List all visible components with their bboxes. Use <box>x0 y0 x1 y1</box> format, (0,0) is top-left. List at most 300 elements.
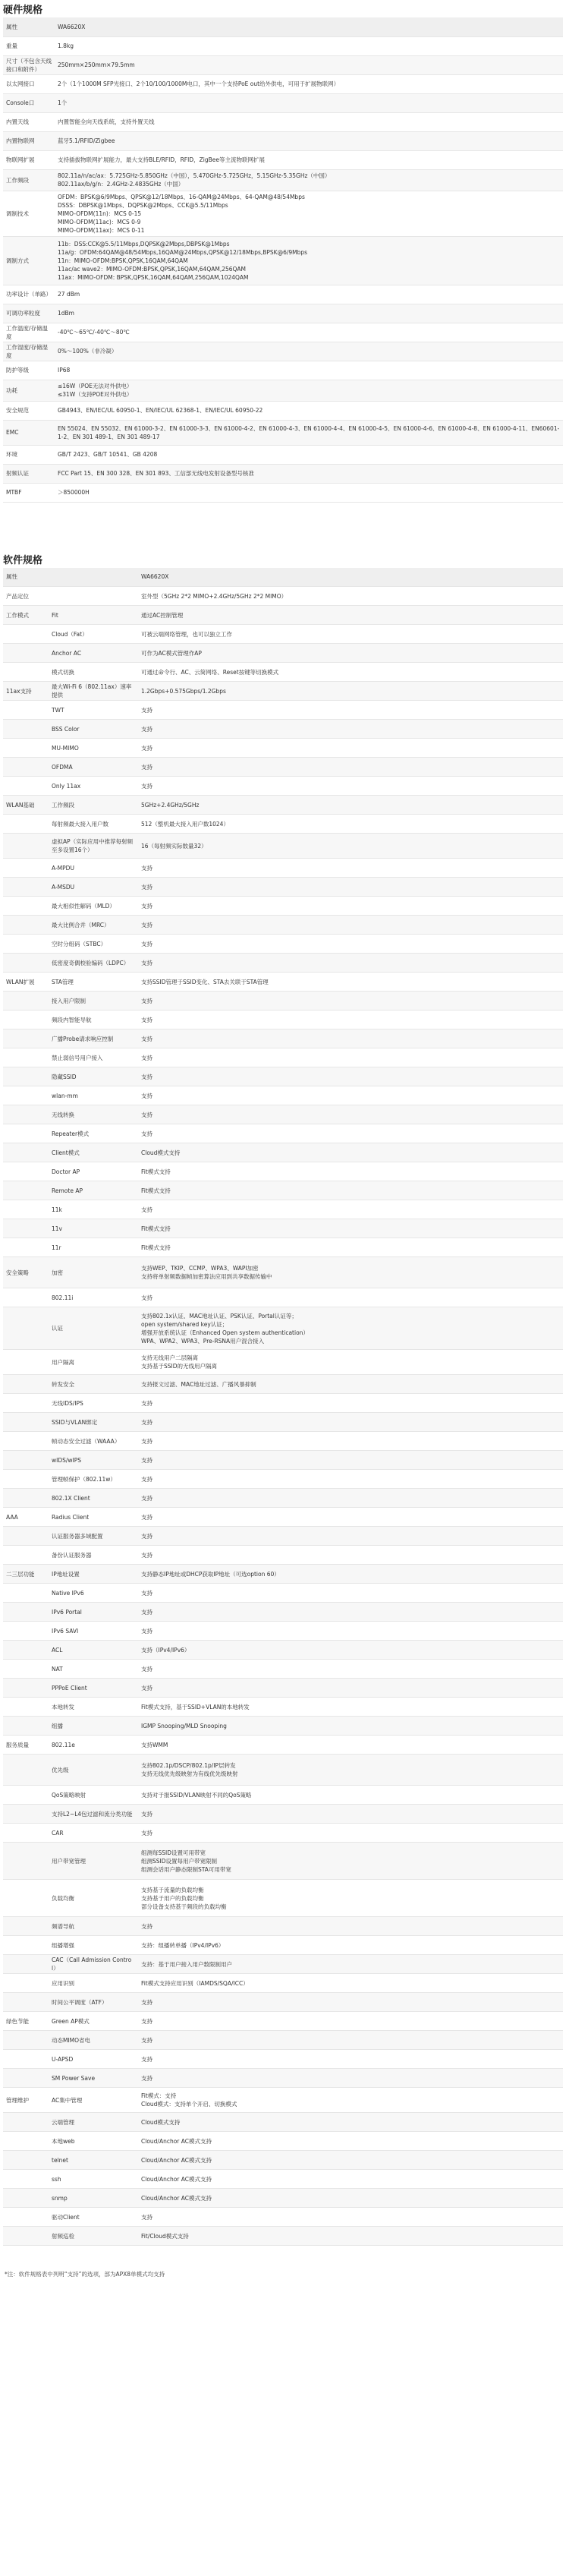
spec-category <box>3 1698 49 1717</box>
spec-category <box>3 1955 49 1974</box>
spec-feature: 最大Wi-Fi 6（802.11ax）速率提供 <box>49 682 138 701</box>
spec-feature: BSS Color <box>49 720 138 739</box>
spec-value-line: 支持 <box>141 763 152 771</box>
spec-value-line: 支持报文过滤、MAC地址过滤、广播风暴抑制 <box>141 1380 256 1388</box>
spec-feature: wlan-mm <box>49 1086 138 1105</box>
spec-category: WLAN扩展 <box>3 973 49 992</box>
spec-value-line: Fit模式支持应用识别（IAMDS/SQA/ICC） <box>141 1979 249 1987</box>
spec-category <box>3 1755 49 1786</box>
software-spec-row <box>3 1394 563 1413</box>
spec-value <box>138 1413 563 1432</box>
spec-value-line: 支持：组播转单播（IPv4/IPv6） <box>141 1941 225 1949</box>
spec-feature: 云端管理 <box>49 2113 138 2132</box>
spec-feature: 模式切换 <box>49 663 138 682</box>
software-spec-row <box>3 992 563 1011</box>
spec-feature: 11r <box>49 1238 138 1257</box>
hardware-spec-row <box>3 74 563 93</box>
software-spec-row <box>3 1011 563 1029</box>
spec-value <box>138 1641 563 1660</box>
software-spec-row <box>3 1048 563 1067</box>
spec-value <box>138 1162 563 1181</box>
spec-value <box>138 1288 563 1307</box>
spec-value <box>138 1086 563 1105</box>
spec-category <box>3 1067 49 1086</box>
software-spec-row <box>3 859 563 878</box>
spec-value <box>138 815 563 834</box>
spec-category <box>3 758 49 777</box>
spec-feature: 802.1X Client <box>49 1489 138 1508</box>
spec-category <box>3 1394 49 1413</box>
spec-value-line: WPA、WPA2、WPA3、Pre-RSNA用户混合接入 <box>141 1337 265 1345</box>
software-spec-row <box>3 758 563 777</box>
software-spec-row <box>3 1489 563 1508</box>
spec-feature: ACL <box>49 1641 138 1660</box>
spec-category: WLAN基础 <box>3 796 49 815</box>
software-spec-row <box>3 1974 563 1993</box>
software-spec-row <box>3 606 563 625</box>
spec-category <box>3 1993 49 2012</box>
spec-feature: 本地web <box>49 2132 138 2151</box>
spec-value-line: 5GHz+2.4GHz/5GHz <box>141 801 200 809</box>
software-spec-row <box>3 1307 563 1350</box>
hardware-spec-row <box>3 483 563 502</box>
spec-value <box>138 2132 563 2151</box>
spec-category <box>3 2132 49 2151</box>
spec-value-line: Cloud模式：支持单个开启、切换模式 <box>141 2101 237 2108</box>
spec-value <box>138 2208 563 2227</box>
software-spec-row <box>3 1698 563 1717</box>
software-spec-row <box>3 1086 563 1105</box>
spec-value <box>138 1936 563 1955</box>
spec-category <box>3 720 49 739</box>
spec-category <box>3 701 49 720</box>
spec-feature: Cloud（Fat） <box>49 625 138 644</box>
spec-value-line: 支持 <box>141 1399 152 1407</box>
spec-value-line: 内置智能全向天线系统，支持外置天线 <box>58 118 155 125</box>
software-spec-row <box>3 1786 563 1805</box>
spec-feature: 广播Probe请求响应控制 <box>49 1029 138 1048</box>
hardware-spec-row <box>3 323 563 342</box>
spec-feature: 11k <box>49 1200 138 1219</box>
spec-value-line: 1.8kg <box>58 43 74 49</box>
spec-value-line: 支持 <box>141 706 152 714</box>
hardware-spec-row <box>3 285 563 304</box>
spec-category: 绿色节能 <box>3 2012 49 2031</box>
spec-value-line: Fit模式：支持 <box>141 2092 177 2099</box>
spec-value-line: 0%～100%（非冷凝） <box>58 348 118 355</box>
spec-feature: 虚拟AP（实际应用中推荐每射频至多设置16个） <box>49 834 138 859</box>
spec-feature <box>49 568 138 587</box>
spec-category <box>3 1350 49 1375</box>
software-spec-row <box>3 2132 563 2151</box>
software-spec-row <box>3 1546 563 1565</box>
software-spec-row <box>3 739 563 758</box>
spec-feature: IPv6 SAVI <box>49 1622 138 1641</box>
spec-value <box>138 1181 563 1200</box>
spec-value-line: Fit模式支持 <box>141 1187 171 1194</box>
hardware-spec-section <box>3 0 566 503</box>
spec-value <box>138 2050 563 2069</box>
spec-category <box>3 2208 49 2227</box>
spec-value-line: EN 55024、EN 55032、EN 61000-3-2、EN 61000-3-3、EN 61000-4-2、EN 61000-4-3、EN 61000-4-4、EN 61000-4-5、EN 61000-4-6、EN 61000-4-8、EN 61000-4-11、EN60601-1-2、EN 301 489-1、EN 301 489-17 <box>58 424 560 440</box>
spec-value-line: 蓝牙5.1/RFID/Zigbee <box>58 137 115 144</box>
software-spec-section <box>3 550 566 2247</box>
spec-value-line: 支持 <box>141 1206 152 1213</box>
software-spec-row <box>3 1527 563 1546</box>
spec-category <box>3 1843 49 1880</box>
spec-value <box>55 445 563 464</box>
spec-value-line: 支持SSID管理于SSID变化、STA去关联于STA管理 <box>141 978 269 985</box>
software-spec-row <box>3 878 563 897</box>
spec-value <box>138 1584 563 1603</box>
software-spec-row <box>3 2113 563 2132</box>
hardware-spec-row <box>3 55 563 74</box>
software-spec-row <box>3 1824 563 1843</box>
hardware-spec-title: 硬件规格 <box>3 5 43 16</box>
spec-value-line: 11ac/ac wave2：MIMO-OFDM:BPSK,QPSK,16QAM,64QAM,256QAM <box>58 265 247 273</box>
spec-category <box>3 1432 49 1451</box>
spec-category <box>3 1105 49 1124</box>
spec-value-line: 支持 <box>141 1418 152 1426</box>
spec-value <box>138 701 563 720</box>
spec-value <box>138 606 563 625</box>
software-spec-row <box>3 1470 563 1489</box>
spec-value <box>55 150 563 169</box>
hardware-spec-table <box>3 17 563 503</box>
spec-category <box>3 1824 49 1843</box>
spec-category <box>3 1974 49 1993</box>
spec-feature: Radius Client <box>49 1508 138 1527</box>
spec-value <box>138 2069 563 2088</box>
software-spec-row <box>3 1917 563 1936</box>
spec-category <box>3 1470 49 1489</box>
spec-category: 二三层功能 <box>3 1565 49 1584</box>
spec-value <box>138 1805 563 1824</box>
spec-category <box>3 1162 49 1181</box>
spec-category <box>3 2031 49 2050</box>
spec-value <box>138 1736 563 1755</box>
spec-value <box>138 1029 563 1048</box>
software-spec-row <box>3 1880 563 1917</box>
software-spec-row <box>3 1238 563 1257</box>
spec-feature: 驱动Client <box>49 2208 138 2227</box>
spec-value-line: 802.11a/n/ac/ax：5.725GHz-5.850GHz（中国），5.470GHz-5.725GHz，5.15GHz-5.35GHz（中国） <box>58 172 331 179</box>
software-spec-row <box>3 1993 563 2012</box>
spec-value-line: ＞850000H <box>58 489 90 496</box>
spec-value <box>138 2170 563 2189</box>
spec-value <box>138 777 563 796</box>
hardware-spec-row <box>3 191 563 236</box>
spec-value-line: 支持 <box>141 1437 152 1445</box>
software-spec-row <box>3 1181 563 1200</box>
spec-value-line: WA6620X <box>141 573 169 581</box>
software-spec-row <box>3 587 563 606</box>
spec-value <box>138 663 563 682</box>
spec-feature: Only 11ax <box>49 777 138 796</box>
software-spec-table <box>3 568 563 2247</box>
spec-value <box>138 1955 563 1974</box>
software-spec-row <box>3 701 563 720</box>
spec-value-line: ≤31W（支持POE对外供电） <box>58 391 133 398</box>
spec-feature: SM Power Save <box>49 2069 138 2088</box>
software-spec-row <box>3 1843 563 1880</box>
software-spec-row <box>3 834 563 859</box>
spec-category <box>3 1546 49 1565</box>
spec-key: MTBF <box>3 483 55 502</box>
spec-category: 管理维护 <box>3 2088 49 2113</box>
spec-feature: IP地址设置 <box>49 1565 138 1584</box>
spec-feature: SSID与VLAN绑定 <box>49 1413 138 1432</box>
spec-category <box>3 1584 49 1603</box>
spec-category <box>3 1641 49 1660</box>
spec-feature: 每射频最大接入用户数 <box>49 815 138 834</box>
spec-value-line: 支持 <box>141 1810 152 1818</box>
spec-feature: 空时分组码（STBC） <box>49 935 138 954</box>
spec-feature: QoS策略映射 <box>49 1786 138 1805</box>
software-spec-row <box>3 1805 563 1824</box>
spec-value <box>138 1843 563 1880</box>
spec-value-line: ≤16W（POE无法对外供电） <box>58 383 133 389</box>
spec-value <box>138 1011 563 1029</box>
spec-category <box>3 954 49 973</box>
spec-feature: Fit <box>49 606 138 625</box>
spec-category <box>3 1527 49 1546</box>
software-spec-row <box>3 1105 563 1124</box>
software-spec-row <box>3 815 563 834</box>
spec-value-line: GB/T 2423、GB/T 10541、GB 4208 <box>58 451 158 458</box>
software-spec-title: 软件规格 <box>3 554 43 566</box>
spec-value-line: Cloud模式支持 <box>141 2118 181 2126</box>
spec-value-line: Cloud/Anchor AC模式支持 <box>141 2175 212 2183</box>
spec-category <box>3 1489 49 1508</box>
spec-feature: A-MSDU <box>49 878 138 897</box>
spec-value-line: 支持 <box>141 1016 152 1023</box>
spec-value <box>138 1451 563 1470</box>
spec-value <box>138 1219 563 1238</box>
hardware-spec-row <box>3 17 563 36</box>
spec-value-line: 支持 <box>141 1665 152 1673</box>
spec-value-line: 802.11ax/b/g/n：2.4GHz-2.4835GHz（中国） <box>58 181 184 188</box>
spec-key: 环境 <box>3 445 55 464</box>
spec-category <box>3 834 49 859</box>
spec-key: 内置天线 <box>3 112 55 131</box>
spec-value-line: 250mm×250mm×79.5mm <box>58 61 135 68</box>
spec-category <box>3 2227 49 2246</box>
spec-feature: 加密 <box>49 1257 138 1288</box>
spec-category <box>3 1219 49 1238</box>
spec-value <box>55 112 563 131</box>
spec-category: 产品定位 <box>3 587 49 606</box>
spec-feature: U-APSD <box>49 2050 138 2069</box>
spec-value-line: 支持802.1p/DSCP/802.1p/IP层转发 <box>141 1762 236 1769</box>
spec-category <box>3 1011 49 1029</box>
spec-value <box>138 682 563 701</box>
hardware-spec-row <box>3 131 563 150</box>
spec-value-line: 支持（IPv4/IPv6） <box>141 1646 190 1654</box>
spec-value <box>55 420 563 445</box>
software-spec-row <box>3 1200 563 1219</box>
spec-feature: Native IPv6 <box>49 1584 138 1603</box>
spec-value-line: 支持无线优先级映射为有线优先级映射 <box>141 1770 238 1777</box>
software-spec-row <box>3 954 563 973</box>
spec-value-line: 支持 <box>141 1456 152 1464</box>
spec-value-line: 支持基于用户的负载均衡 <box>141 1894 204 1902</box>
spec-value-line: OFDM：BPSK@6/9Mbps、QPSK@12/18Mbps、16-QAM@24Mbps、64-QAM@48/54Mbps <box>58 193 305 200</box>
spec-value <box>138 1755 563 1786</box>
spec-category <box>3 739 49 758</box>
spec-value-line: FCC Part 15、EN 300 328、EN 301 893、工信部无线电发射设备型号核准 <box>58 470 254 477</box>
spec-value-line: Cloud/Anchor AC模式支持 <box>141 2137 212 2145</box>
spec-value <box>138 1508 563 1527</box>
software-spec-row <box>3 1622 563 1641</box>
spec-value <box>55 169 563 191</box>
spec-value-line: 支持 <box>141 940 152 947</box>
spec-category <box>3 1805 49 1824</box>
spec-feature: 射频巡检 <box>49 2227 138 2246</box>
hardware-spec-row <box>3 420 563 445</box>
software-spec-row <box>3 1717 563 1736</box>
spec-value-line: 支持 <box>141 1294 152 1301</box>
spec-category <box>3 2189 49 2208</box>
spec-category <box>3 1143 49 1162</box>
spec-value <box>138 935 563 954</box>
software-spec-row <box>3 1660 563 1679</box>
spec-value <box>138 1527 563 1546</box>
spec-value-line: IP68 <box>58 367 71 374</box>
spec-feature: 工作频段 <box>49 796 138 815</box>
spec-feature: 转发安全 <box>49 1375 138 1394</box>
spec-value <box>138 2012 563 2031</box>
hardware-spec-row <box>3 342 563 361</box>
spec-value-line: 11a/g：OFDM:64QAM@48/54Mbps,16QAM@24Mbps,QPSK@12/18Mbps,BPSK@6/9Mbps <box>58 248 308 256</box>
spec-feature: telnet <box>49 2151 138 2170</box>
spec-value <box>138 1786 563 1805</box>
software-spec-row <box>3 1936 563 1955</box>
spec-value <box>138 758 563 777</box>
spec-value-line: 支持802.1x认证、MAC地址认证、PSK认证、Portal认证等； <box>141 1312 297 1320</box>
spec-feature: 管理帧保护（802.11w） <box>49 1470 138 1489</box>
spec-category: 11ax支持 <box>3 682 49 701</box>
software-spec-row <box>3 1124 563 1143</box>
spec-feature: 无线IDS/IPS <box>49 1394 138 1413</box>
spec-value-line: 支持 <box>141 997 152 1004</box>
spec-category <box>3 1200 49 1219</box>
spec-value-line: 可通过命令行、AC、云简网络、Reset按键等切换模式 <box>141 668 279 676</box>
spec-value-line: Fit/Cloud模式支持 <box>141 2232 189 2240</box>
spec-feature: Remote AP <box>49 1181 138 1200</box>
spec-key: 以太网接口 <box>3 74 55 93</box>
spec-value-line: 支持无线用户二层隔离 <box>141 1354 198 1361</box>
spec-value <box>138 1048 563 1067</box>
spec-value <box>138 2031 563 2050</box>
spec-value <box>138 1238 563 1257</box>
spec-category <box>3 1679 49 1698</box>
spec-value-line: 支持 <box>141 2074 152 2082</box>
spec-value <box>138 1717 563 1736</box>
spec-value <box>138 1489 563 1508</box>
software-spec-row <box>3 1432 563 1451</box>
spec-value <box>138 1470 563 1489</box>
software-spec-row <box>3 1584 563 1603</box>
spec-value <box>138 720 563 739</box>
spec-value <box>138 1993 563 2012</box>
spec-value <box>138 1307 563 1350</box>
spec-value <box>138 1546 563 1565</box>
spec-value <box>138 973 563 992</box>
spec-category <box>3 1288 49 1307</box>
spec-category <box>3 1048 49 1067</box>
spec-feature: 应用识别 <box>49 1974 138 1993</box>
spec-value <box>138 1350 563 1375</box>
spec-value-line: Fit模式支持 <box>141 1225 171 1232</box>
spec-feature: IPv6 Portal <box>49 1603 138 1622</box>
spec-value-line: 512（整机最大接入用户数1024） <box>141 820 229 828</box>
spec-value <box>138 625 563 644</box>
spec-category <box>3 1917 49 1936</box>
spec-value <box>138 568 563 587</box>
spec-category <box>3 1086 49 1105</box>
spec-value-line: 11b：DSS:CCK@5.5/11Mbps,DQPSK@2Mbps,DBPSK@1Mbps <box>58 240 230 248</box>
spec-key: 防护等级 <box>3 361 55 380</box>
spec-category <box>3 992 49 1011</box>
software-spec-row <box>3 1413 563 1432</box>
spec-value <box>138 1067 563 1086</box>
spec-feature: 负载均衡 <box>49 1880 138 1917</box>
spec-value-line: 可被云端网络管理，也可以独立工作 <box>141 630 232 638</box>
hardware-spec-row <box>3 112 563 131</box>
spec-category <box>3 1880 49 1917</box>
spec-value <box>55 342 563 361</box>
spec-key: 射频认证 <box>3 464 55 483</box>
software-spec-row <box>3 2088 563 2113</box>
spec-category <box>3 1413 49 1432</box>
software-spec-row <box>3 973 563 992</box>
software-spec-row <box>3 568 563 587</box>
spec-value <box>55 401 563 420</box>
spec-value-line: 支持 <box>141 1513 152 1521</box>
spec-value-line: 11n：MIMO-OFDM:BPSK,QPSK,16QAM,64QAM <box>58 257 188 264</box>
spec-category: 属性 <box>3 568 49 587</box>
spec-category <box>3 2069 49 2088</box>
spec-value-line: 支持对于报SSID/VLAN映射不同的QoS策略 <box>141 1791 252 1799</box>
spec-value-line: WA6620X <box>58 23 86 30</box>
spec-value <box>138 2113 563 2132</box>
spec-value-line: open system/shared key认证； <box>141 1320 228 1328</box>
spec-value <box>55 304 563 323</box>
spec-value <box>138 1124 563 1143</box>
software-spec-row <box>3 2069 563 2088</box>
spec-value-line: 11ax：MIMO-OFDM: BPSK,QPSK,16QAM,64QAM,256QAM,1024QAM <box>58 273 249 281</box>
spec-category <box>3 1029 49 1048</box>
spec-value-line: 支持 <box>141 782 152 790</box>
software-spec-row <box>3 916 563 935</box>
spec-value <box>138 1375 563 1394</box>
spec-value <box>55 55 563 74</box>
spec-category: 安全策略 <box>3 1257 49 1288</box>
spec-category <box>3 1307 49 1350</box>
spec-value-line: 支持 <box>141 1922 152 1930</box>
spec-value <box>138 1824 563 1843</box>
spec-category <box>3 897 49 916</box>
spec-value-line: 支持 <box>141 1092 152 1099</box>
spec-key: 安全规范 <box>3 401 55 420</box>
spec-feature <box>49 587 138 606</box>
spec-key: 功率设计（单路） <box>3 285 55 304</box>
spec-value-line: 支持 <box>141 921 152 929</box>
spec-value <box>138 1603 563 1622</box>
spec-feature: 最大相似性解码（MLD） <box>49 897 138 916</box>
spec-key: Console口 <box>3 93 55 112</box>
